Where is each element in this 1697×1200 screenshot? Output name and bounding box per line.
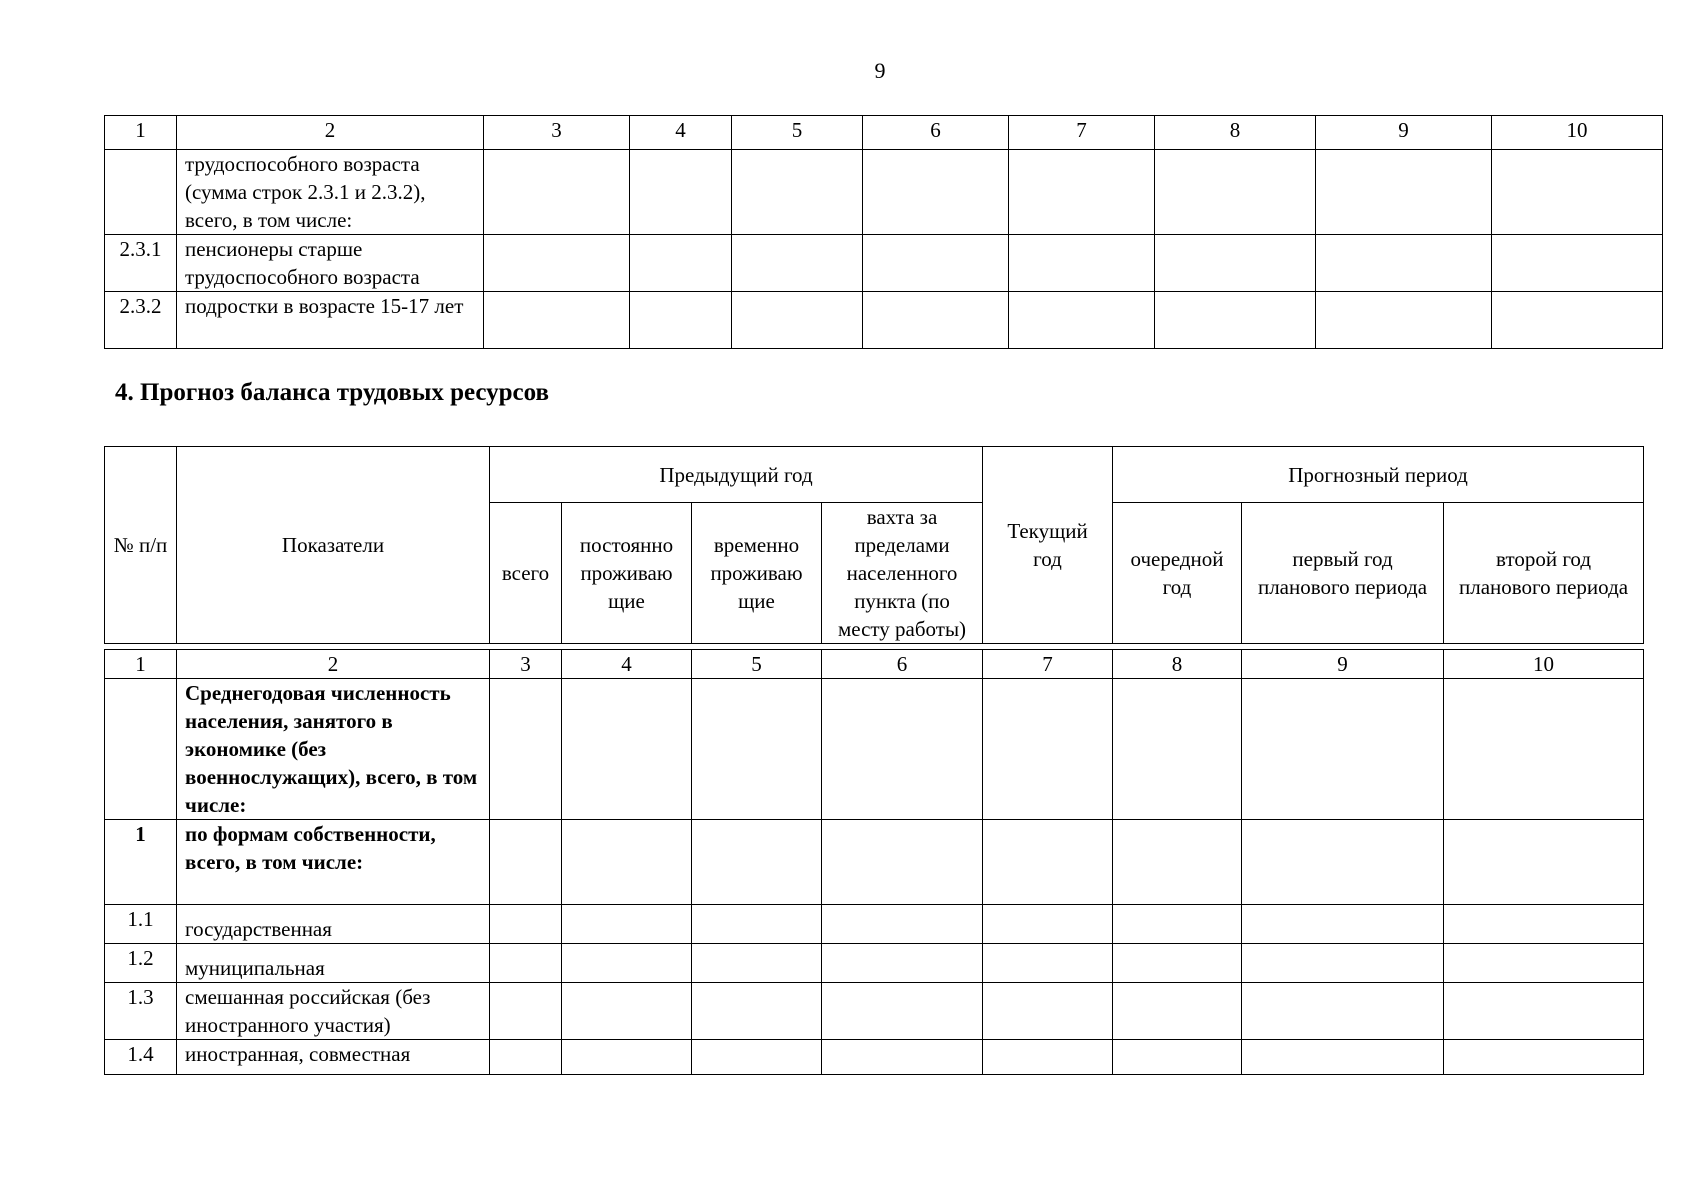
data-cell: [822, 1040, 983, 1075]
data-cell: [1242, 905, 1444, 944]
table-row: [105, 905, 1644, 944]
data-cell: [630, 235, 732, 292]
data-cell: [490, 679, 562, 820]
labor-balance-header: [104, 446, 1644, 644]
data-cell: [822, 679, 983, 820]
table-row: [105, 944, 1644, 983]
data-cell: [1113, 944, 1242, 983]
data-cell: [1444, 1040, 1644, 1075]
header-previous-temporary: временно проживаю щие: [692, 503, 822, 644]
row-label: муниципальная: [177, 944, 490, 983]
data-cell: [1492, 292, 1663, 349]
row-number: 1.2: [105, 944, 177, 983]
data-cell: [692, 983, 822, 1040]
row-label: трудоспособного возраста (сумма строк 2.3.1 и 2.3.2), всего, в том числе:: [177, 150, 484, 235]
row-number: 2.3.2: [105, 292, 177, 349]
col-number: 8: [1155, 116, 1316, 150]
data-cell: [630, 150, 732, 235]
table-row: [105, 820, 1644, 905]
data-cell: [863, 150, 1009, 235]
data-cell: [1113, 983, 1242, 1040]
data-cell: [692, 820, 822, 905]
data-cell: [1444, 820, 1644, 905]
labor-balance-table: [104, 649, 1644, 1075]
data-cell: [983, 983, 1113, 1040]
data-cell: [1155, 292, 1316, 349]
col-number: 3: [490, 650, 562, 679]
col-number: 10: [1492, 116, 1663, 150]
data-cell: [863, 235, 1009, 292]
data-cell: [562, 905, 692, 944]
data-cell: [1113, 679, 1242, 820]
data-cell: [983, 905, 1113, 944]
data-cell: [1492, 150, 1663, 235]
col-number: 9: [1242, 650, 1444, 679]
row-number: [105, 679, 177, 820]
data-cell: [1009, 235, 1155, 292]
header-forecast-next-year: очередной год: [1113, 503, 1242, 644]
data-cell: [1316, 235, 1492, 292]
data-cell: [983, 679, 1113, 820]
table-row: [105, 150, 1663, 235]
column-number-row: [105, 650, 1644, 679]
data-cell: [490, 983, 562, 1040]
data-cell: [1009, 292, 1155, 349]
data-cell: [692, 679, 822, 820]
data-cell: [1155, 235, 1316, 292]
data-cell: [1242, 679, 1444, 820]
data-cell: [983, 944, 1113, 983]
labor-table-continuation: [104, 115, 1663, 349]
data-cell: [1444, 944, 1644, 983]
header-forecast-first-year: первый год планового периода: [1242, 503, 1444, 644]
data-cell: [1242, 944, 1444, 983]
table-row: [105, 235, 1663, 292]
data-cell: [484, 150, 630, 235]
data-cell: [490, 944, 562, 983]
col-number: 2: [177, 650, 490, 679]
data-cell: [1316, 292, 1492, 349]
table-row: [105, 983, 1644, 1040]
header-previous-shift: вахта за пределами населенного пункта (по месту работы): [822, 503, 983, 644]
data-cell: [562, 944, 692, 983]
row-label: государственная: [177, 905, 490, 944]
header-forecast-period: Прогнозный период: [1113, 447, 1644, 503]
data-cell: [1316, 150, 1492, 235]
data-cell: [692, 944, 822, 983]
row-number: 1: [105, 820, 177, 905]
data-cell: [1242, 1040, 1444, 1075]
header-previous-permanent: постоянно проживаю щие: [562, 503, 692, 644]
col-number: 10: [1444, 650, 1644, 679]
table-row: [105, 292, 1663, 349]
col-number: 6: [863, 116, 1009, 150]
data-cell: [484, 235, 630, 292]
data-cell: [562, 820, 692, 905]
col-number: 4: [630, 116, 732, 150]
data-cell: [562, 983, 692, 1040]
col-number: 4: [562, 650, 692, 679]
row-label: по формам собственности, всего, в том числе:: [177, 820, 490, 905]
data-cell: [732, 235, 863, 292]
header-current-year: Текущий год: [983, 447, 1113, 644]
col-number: 2: [177, 116, 484, 150]
column-number-row: [105, 116, 1663, 150]
data-cell: [490, 905, 562, 944]
row-number: 1.4: [105, 1040, 177, 1075]
col-number: 5: [732, 116, 863, 150]
data-cell: [490, 1040, 562, 1075]
col-number: 8: [1113, 650, 1242, 679]
col-number: 7: [983, 650, 1113, 679]
row-label: Среднегодовая численность населения, занятого в экономике (без военнослужащих), всего, в том числе:: [177, 679, 490, 820]
data-cell: [1113, 905, 1242, 944]
data-cell: [732, 292, 863, 349]
header-forecast-second-year: второй год планового периода: [1444, 503, 1644, 644]
row-label: подростки в возрасте 15-17 лет: [177, 292, 484, 349]
col-number: 1: [105, 116, 177, 150]
data-cell: [1492, 235, 1663, 292]
col-number: 3: [484, 116, 630, 150]
row-label: пенсионеры старше трудоспособного возраста: [177, 235, 484, 292]
data-cell: [562, 1040, 692, 1075]
data-cell: [1242, 820, 1444, 905]
col-number: 6: [822, 650, 983, 679]
data-cell: [822, 905, 983, 944]
row-number: 1.1: [105, 905, 177, 944]
row-label: иностранная, совместная: [177, 1040, 490, 1075]
col-number: 7: [1009, 116, 1155, 150]
header-previous-year: Предыдущий год: [490, 447, 983, 503]
header-previous-total: всего: [490, 503, 562, 644]
row-number: 2.3.1: [105, 235, 177, 292]
data-cell: [732, 150, 863, 235]
row-label: смешанная российская (без иностранного участия): [177, 983, 490, 1040]
data-cell: [1113, 820, 1242, 905]
data-cell: [1155, 150, 1316, 235]
data-cell: [484, 292, 630, 349]
col-number: 5: [692, 650, 822, 679]
data-cell: [1009, 150, 1155, 235]
data-cell: [692, 905, 822, 944]
header-indicators: Показатели: [177, 447, 490, 644]
row-number: 1.3: [105, 983, 177, 1040]
data-cell: [983, 1040, 1113, 1075]
table-row: [105, 679, 1644, 820]
data-cell: [490, 820, 562, 905]
data-cell: [822, 983, 983, 1040]
col-number: 9: [1316, 116, 1492, 150]
col-number: 1: [105, 650, 177, 679]
data-cell: [630, 292, 732, 349]
data-cell: [1444, 905, 1644, 944]
page-number: 9: [874, 58, 886, 83]
row-number: [105, 150, 177, 235]
data-cell: [562, 679, 692, 820]
data-cell: [983, 820, 1113, 905]
data-cell: [1444, 983, 1644, 1040]
data-cell: [822, 820, 983, 905]
data-cell: [822, 944, 983, 983]
data-cell: [692, 1040, 822, 1075]
data-cell: [1242, 983, 1444, 1040]
data-cell: [863, 292, 1009, 349]
data-cell: [1113, 1040, 1242, 1075]
section-title: 4. Прогноз баланса трудовых ресурсов: [115, 379, 550, 406]
data-cell: [1444, 679, 1644, 820]
header-num: № п/п: [105, 447, 177, 644]
table-row: [105, 1040, 1644, 1075]
